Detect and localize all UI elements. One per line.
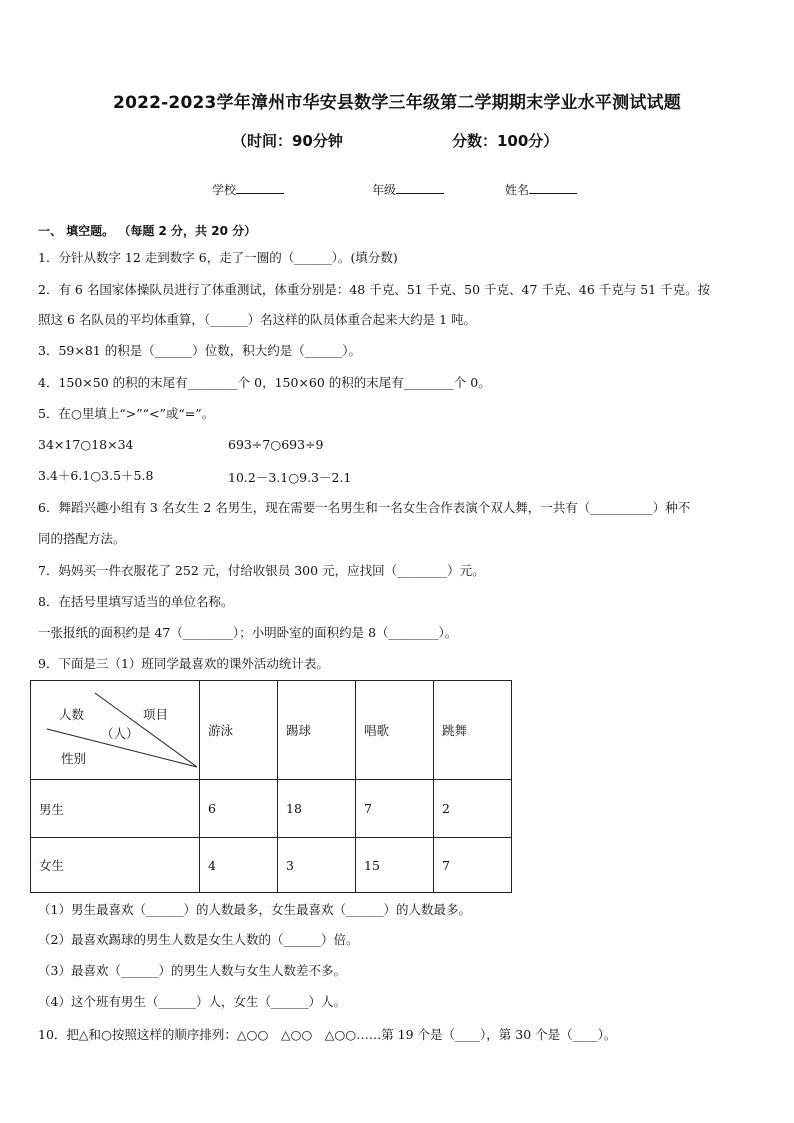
table-cell: 7 [356, 780, 434, 838]
question-9-part-3: （3）最喜欢（______）的男生人数与女生人数差不多。 [38, 963, 346, 978]
exam-title: 2022-2023学年漳州市华安县数学三年级第二学期期末学业水平测试试题 [113, 93, 681, 113]
table-row [31, 780, 512, 838]
question-5-item: 693÷7○693÷9 [228, 437, 324, 452]
table-cell: 2 [434, 780, 512, 838]
column-header: 跳舞 [434, 681, 512, 780]
table-cell: 3 [278, 838, 356, 893]
question-5: 5．在○里填上“>”“<”或“=”。 [38, 406, 215, 421]
name-label: 姓名 [505, 183, 530, 197]
question-5-item: 3.4＋6.1○3.5＋5.8 [38, 468, 154, 483]
school-blank [236, 181, 284, 194]
question-2-line-2: 照这 6 名队员的平均体重算，（______）名这样的队员体重合起来大约是 1 吨。 [38, 312, 477, 327]
name-blank [529, 181, 577, 194]
question-3: 3．59×81 的积是（______）位数，积大约是（______）。 [38, 343, 361, 358]
table-cell: 15 [356, 838, 434, 893]
column-header: 踢球 [278, 681, 356, 780]
table-cell: 4 [200, 838, 278, 893]
header-unit-label: （人） [101, 726, 139, 741]
grade-field [372, 181, 444, 198]
question-8-detail: 一张报纸的面积约是 47（________）；小明卧室的面积约是 8（________）。 [38, 625, 458, 640]
row-label: 女生 [31, 838, 200, 893]
table-row [31, 838, 512, 893]
name-field [505, 181, 577, 198]
question-9-part-2: （2）最喜欢踢球的男生人数是女生人数的（______）倍。 [38, 932, 359, 947]
question-5-item: 34×17○18×34 [38, 437, 134, 452]
row-label: 男生 [31, 780, 200, 838]
exam-time: （时间：90分钟 [232, 132, 343, 150]
exam-score: 分数：100分） [452, 132, 559, 150]
question-2-line-1: 2．有 6 名国家体操队员进行了体重测试，体重分别是：48 千克、51 千克、50 千克、47 千克、46 千克与 51 千克。按 [38, 282, 711, 297]
activity-stats-table [30, 680, 512, 893]
school-field [212, 181, 284, 198]
question-7: 7．妈妈买一件衣服花了 252 元，付给收银员 300 元，应找回（________）元。 [38, 563, 485, 578]
question-9-part-4: （4）这个班有男生（______）人，女生（______）人。 [38, 994, 346, 1009]
question-4: 4．150×50 的积的末尾有________个 0，150×60 的积的末尾有________个 0。 [38, 375, 491, 390]
question-10: 10．把△和○按照这样的顺序排列：△○○ △○○ △○○……第 19 个是（____），第 30 个是（____）。 [38, 1027, 617, 1042]
question-5-item: 10.2－3.1○9.3－2.1 [228, 470, 352, 485]
diagonal-header-cell [31, 681, 200, 780]
question-6-line-2: 同的搭配方法。 [38, 531, 126, 546]
column-header: 游泳 [200, 681, 278, 780]
grade-blank [396, 181, 444, 194]
column-header: 唱歌 [356, 681, 434, 780]
table-header-row [31, 681, 512, 780]
header-item-label: 项目 [143, 707, 169, 722]
header-count-label: 人数 [59, 707, 85, 722]
question-9: 9．下面是三（1）班同学最喜欢的课外活动统计表。 [38, 656, 329, 671]
question-6-line-1: 6．舞蹈兴趣小组有 3 名女生 2 名男生，现在需要一名男生和一名女生合作表演个双人舞，一共有（__________）种不 [38, 500, 691, 515]
question-9-part-1: （1）男生最喜欢（______）的人数最多，女生最喜欢（______）的人数最多。 [38, 902, 471, 917]
table-cell: 18 [278, 780, 356, 838]
question-8: 8．在括号里填写适当的单位名称。 [38, 594, 234, 609]
grade-label: 年级 [372, 183, 397, 197]
school-label: 学校 [212, 183, 237, 197]
header-gender-label: 性别 [61, 751, 87, 766]
section-heading: 一、 填空题。 （每题 2 分，共 20 分） [38, 224, 257, 238]
table-cell: 7 [434, 838, 512, 893]
table-cell: 6 [200, 780, 278, 838]
question-1: 1．分针从数字 12 走到数字 6，走了一圈的（______）。(填分数) [38, 250, 398, 265]
